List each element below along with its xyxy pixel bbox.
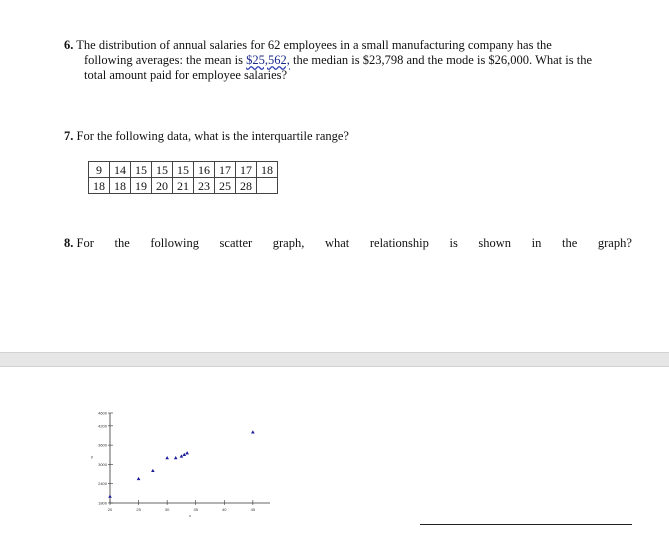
data-table (88, 161, 278, 194)
question-7-text: For the following data, what is the interquartile range? (76, 129, 349, 143)
question-8-word: following (150, 236, 199, 250)
table-cell: 23 (194, 178, 215, 194)
table-cell: 14 (110, 162, 131, 178)
data-point (251, 430, 255, 433)
question-8-word: in (531, 236, 542, 250)
data-point (182, 453, 186, 456)
question-8-word: the (561, 236, 578, 250)
x-tick-label: 30 (164, 507, 170, 512)
question-6-number: 6. (64, 38, 74, 52)
data-point (151, 469, 155, 472)
question-6-line2-post: the median is $23,798 and the mode is $26,000. What is the (289, 53, 593, 67)
data-point (174, 456, 178, 459)
table-cell: 15 (173, 162, 194, 178)
table-cell: 17 (236, 162, 257, 178)
question-6 (64, 38, 634, 83)
table-row (89, 162, 278, 178)
question-8-word: relationship (369, 236, 429, 250)
table-cell: 15 (131, 162, 152, 178)
question-8-word: graph? (597, 236, 632, 250)
y-tick-label: 4600 (98, 410, 107, 416)
table-cell: 19 (131, 178, 152, 194)
data-point (185, 451, 189, 454)
question-8-word: shown (478, 236, 512, 250)
question-6-line3: total amount paid for employee salaries? (84, 68, 288, 82)
question-8-word: the (114, 236, 130, 250)
x-axis-label: x (189, 513, 191, 518)
data-point (180, 454, 184, 457)
y-tick-label: 4200 (98, 423, 107, 429)
question-7-number: 7. (64, 129, 74, 143)
scatter-chart (88, 405, 273, 520)
answer-line (420, 524, 632, 525)
question-6-line2-pre: following averages: the mean is (84, 53, 247, 67)
question-8-word: what (324, 236, 350, 250)
table-cell: 17 (215, 162, 236, 178)
table-cell: 21 (173, 178, 194, 194)
data-point (108, 495, 112, 498)
table-cell: 18 (257, 162, 278, 178)
table-row (89, 178, 278, 194)
y-tick-label: 3000 (98, 461, 107, 467)
x-tick-label: 45 (250, 507, 256, 512)
table-cell (257, 178, 278, 194)
mean-value[interactable]: $25,562, (246, 53, 290, 67)
question-8-word: is (449, 236, 458, 250)
question-6-line1: The distribution of annual salaries for 62 employees in a small manufacturing company has the (76, 38, 552, 52)
y-tick-label: 1800 (98, 500, 107, 506)
question-7 (64, 129, 349, 144)
table-cell: 18 (110, 178, 131, 194)
question-8-word: scatter (219, 236, 253, 250)
question-8-word: For (76, 236, 94, 250)
question-8-number: 8. (64, 236, 74, 250)
page-break-band (0, 352, 669, 367)
data-point (165, 456, 169, 459)
x-tick-label: 20 (107, 507, 113, 512)
table-cell: 20 (152, 178, 173, 194)
table-cell: 9 (89, 162, 110, 178)
table-cell: 15 (152, 162, 173, 178)
x-tick-label: 35 (193, 507, 198, 512)
table-cell: 18 (89, 178, 110, 194)
question-8-word: graph, (272, 236, 305, 250)
x-tick-label: 40 (222, 507, 227, 512)
table-cell: 28 (236, 178, 257, 194)
data-point (137, 477, 141, 480)
table-cell: 16 (194, 162, 215, 178)
question-8 (64, 236, 632, 251)
x-tick-label: 25 (136, 507, 141, 512)
table-cell: 25 (215, 178, 236, 194)
y-axis-label: y (91, 454, 93, 459)
y-tick-label: 2400 (98, 481, 107, 487)
y-tick-label: 3600 (98, 442, 107, 448)
